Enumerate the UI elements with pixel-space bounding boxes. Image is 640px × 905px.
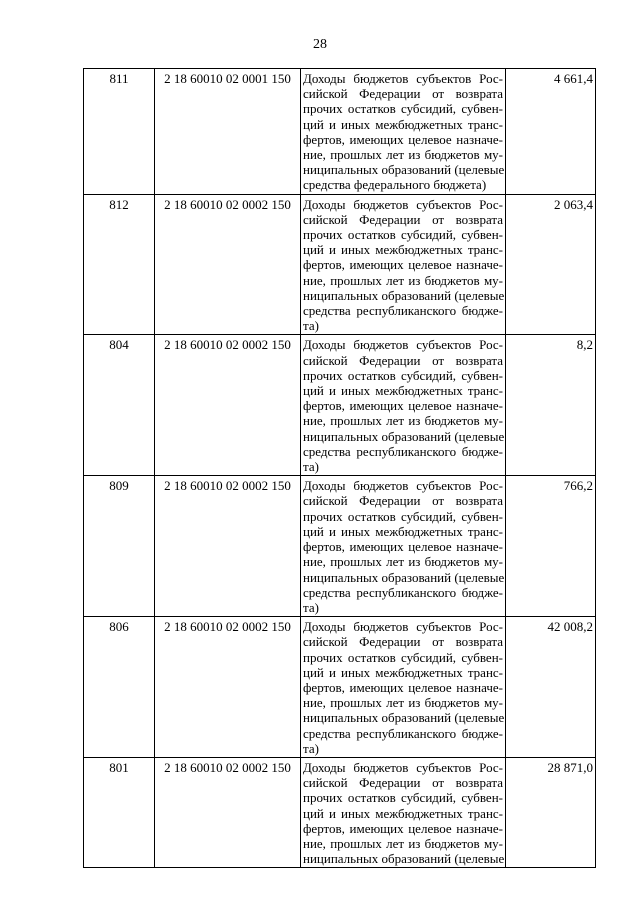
revenue-name-cell — [301, 476, 506, 617]
revenue-name-line: та) — [303, 318, 319, 334]
revenue-name-line: прочих остатков субсидий, субвен- — [303, 508, 503, 524]
revenue-name-cell — [301, 617, 506, 758]
admin-code-cell: 812 — [84, 194, 155, 335]
revenue-name-line: прочих остатков субсидий, субвен- — [303, 227, 503, 243]
revenue-name-line: прочих остатков субсидий, субвен- — [303, 649, 503, 665]
admin-code-cell: 801 — [84, 757, 155, 867]
revenue-name-line: фертов, имеющих целевое назначе- — [303, 131, 503, 147]
revenue-code-cell: 2 18 60010 02 0001 150 — [155, 69, 301, 195]
revenue-name-line: ние, прошлых лет из бюджетов му- — [303, 413, 503, 429]
table-row — [84, 757, 596, 867]
revenue-name-line: средства федерального бюджета) — [303, 177, 487, 193]
revenue-code-cell: 2 18 60010 02 0002 150 — [155, 476, 301, 617]
table-row — [84, 335, 596, 476]
revenue-name-line: прочих остатков субсидий, субвен- — [303, 101, 503, 117]
table-row — [84, 476, 596, 617]
revenue-name-cell — [301, 757, 506, 867]
revenue-name-line: фертов, имеющих целевое назначе- — [303, 539, 503, 555]
revenue-name-line: сийской Федерации от возврата — [303, 634, 503, 650]
admin-code-cell: 809 — [84, 476, 155, 617]
revenue-name-line: средства республиканского бюдже- — [303, 584, 503, 600]
revenue-name-line: Доходы бюджетов субъектов Рос- — [303, 619, 503, 635]
revenue-name-line: ние, прошлых лет из бюджетов му- — [303, 272, 503, 288]
revenue-name-line: ниципальных образований (целевые — [303, 851, 505, 867]
revenue-code-cell: 2 18 60010 02 0002 150 — [155, 617, 301, 758]
table-row — [84, 617, 596, 758]
budget-revenue-table — [83, 68, 596, 868]
amount-cell: 42 008,2 — [506, 617, 596, 758]
revenue-name-line: ниципальных образований (целевые — [303, 710, 505, 726]
revenue-name-line: Доходы бюджетов субъектов Рос- — [303, 337, 503, 353]
revenue-name-line: ций и иных межбюджетных транс- — [303, 523, 503, 539]
amount-cell: 766,2 — [506, 476, 596, 617]
revenue-name-cell — [301, 69, 506, 195]
revenue-name-line: ниципальных образований (целевые — [303, 569, 505, 585]
revenue-name-line: ций и иных межбюджетных транс- — [303, 805, 503, 821]
revenue-name-line: Доходы бюджетов субъектов Рос- — [303, 196, 503, 212]
amount-cell: 28 871,0 — [506, 757, 596, 867]
revenue-name-line: сийской Федерации от возврата — [303, 86, 503, 102]
revenue-name-line: фертов, имеющих целевое назначе- — [303, 679, 503, 695]
revenue-name-line: сийской Федерации от возврата — [303, 493, 503, 509]
amount-cell: 8,2 — [506, 335, 596, 476]
table-row — [84, 194, 596, 335]
revenue-name-line: фертов, имеющих целевое назначе- — [303, 257, 503, 273]
revenue-name-line: сийской Федерации от возврата — [303, 211, 503, 227]
revenue-name-line: Доходы бюджетов субъектов Рос- — [303, 478, 503, 494]
revenue-code-cell: 2 18 60010 02 0002 150 — [155, 335, 301, 476]
revenue-name-line: фертов, имеющих целевое назначе- — [303, 398, 503, 414]
revenue-name-line: та) — [303, 459, 319, 475]
admin-code-cell: 811 — [84, 69, 155, 195]
amount-cell: 4 661,4 — [506, 69, 596, 195]
revenue-name-line: ние, прошлых лет из бюджетов му- — [303, 695, 503, 711]
revenue-name-line: средства республиканского бюдже- — [303, 725, 503, 741]
revenue-name-line: ние, прошлых лет из бюджетов му- — [303, 835, 503, 851]
revenue-name-line: та) — [303, 599, 319, 615]
revenue-name-line: Доходы бюджетов субъектов Рос- — [303, 71, 503, 86]
revenue-name-line: Доходы бюджетов субъектов Рос- — [303, 759, 503, 775]
revenue-name-cell — [301, 194, 506, 335]
revenue-name-line: ние, прошлых лет из бюджетов му- — [303, 147, 503, 163]
revenue-name-line: ций и иных межбюджетных транс- — [303, 116, 503, 132]
admin-code-cell: 806 — [84, 617, 155, 758]
revenue-name-line: та) — [303, 740, 319, 756]
admin-code-cell: 804 — [84, 335, 155, 476]
revenue-name-line: ций и иных межбюджетных транс- — [303, 664, 503, 680]
revenue-code-cell: 2 18 60010 02 0002 150 — [155, 757, 301, 867]
revenue-name-line: ций и иных межбюджетных транс- — [303, 383, 503, 399]
revenue-name-line: сийской Федерации от возврата — [303, 775, 503, 791]
revenue-name-line: ниципальных образований (целевые — [303, 287, 505, 303]
revenue-name-line: прочих остатков субсидий, субвен- — [303, 790, 503, 806]
revenue-name-line: средства республиканского бюдже- — [303, 303, 503, 319]
revenue-name-line: ций и иных межбюджетных транс- — [303, 242, 503, 258]
revenue-name-line: ниципальных образований (целевые — [303, 428, 505, 444]
table-row — [84, 69, 596, 195]
amount-cell: 2 063,4 — [506, 194, 596, 335]
table-body — [84, 69, 596, 868]
revenue-name-line: фертов, имеющих целевое назначе- — [303, 820, 503, 836]
revenue-name-line: прочих остатков субсидий, субвен- — [303, 367, 503, 383]
revenue-name-cell — [301, 335, 506, 476]
revenue-name-line: средства республиканского бюдже- — [303, 443, 503, 459]
revenue-name-line: сийской Федерации от возврата — [303, 352, 503, 368]
revenue-name-line: ниципальных образований (целевые — [303, 162, 505, 178]
page-number: 28 — [313, 37, 327, 52]
revenue-name-line: ние, прошлых лет из бюджетов му- — [303, 554, 503, 570]
revenue-code-cell: 2 18 60010 02 0002 150 — [155, 194, 301, 335]
